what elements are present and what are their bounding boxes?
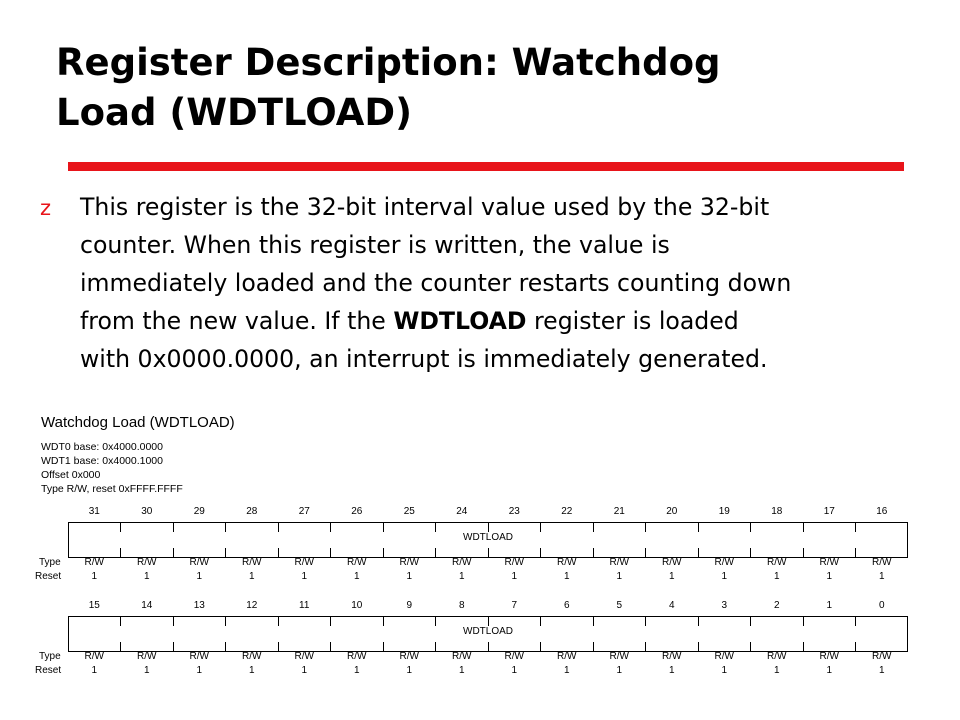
bit-divider (593, 548, 594, 557)
bit-number: 12 (246, 600, 258, 611)
bit-reset: 1 (353, 571, 360, 582)
field-name-label: WDTLOAD (463, 532, 513, 543)
bit-divider (540, 617, 541, 626)
bit-divider (540, 523, 541, 532)
bit-reset: 1 (91, 665, 98, 676)
bit-number: 16 (876, 506, 888, 517)
bit-number: 17 (823, 506, 835, 517)
bit-number: 1 (826, 600, 833, 611)
bit-divider (593, 523, 594, 532)
bit-type: R/W (189, 651, 209, 662)
bit-type: R/W (819, 651, 839, 662)
bit-reset: 1 (616, 665, 623, 676)
bit-type: R/W (557, 557, 577, 568)
bit-divider (435, 548, 436, 557)
register-title: Watchdog Load (WDTLOAD) (41, 414, 235, 431)
bullet-icon: z (40, 196, 52, 220)
bit-type: R/W (347, 651, 367, 662)
bit-divider (540, 642, 541, 651)
bit-number: 6 (563, 600, 570, 611)
register-meta-type-reset: Type R/W, reset 0xFFFF.FFFF (41, 483, 183, 495)
bit-divider (855, 548, 856, 557)
bit-divider (435, 642, 436, 651)
bit-reset: 1 (196, 571, 203, 582)
bit-divider (750, 617, 751, 626)
bit-divider (120, 523, 121, 532)
bullet-line-5: with 0x0000.0000, an interrupt is immediately generated. (80, 345, 768, 373)
bullet-line-4-post: register is loaded (526, 307, 739, 335)
bit-divider (330, 523, 331, 532)
register-name-bold: WDTLOAD (393, 307, 527, 335)
bit-type: R/W (399, 651, 419, 662)
bit-number: 30 (141, 506, 153, 517)
bit-divider (645, 617, 646, 626)
bit-divider (278, 523, 279, 532)
bit-divider (435, 617, 436, 626)
bit-reset: 1 (616, 571, 623, 582)
bit-divider (540, 548, 541, 557)
bit-type: R/W (609, 557, 629, 568)
bit-divider (278, 548, 279, 557)
bit-type: R/W (242, 557, 262, 568)
bit-divider (173, 617, 174, 626)
bit-reset: 1 (773, 665, 780, 676)
bit-divider (593, 642, 594, 651)
bit-number: 22 (561, 506, 573, 517)
bit-reset: 1 (406, 571, 413, 582)
bit-divider (803, 548, 804, 557)
bit-type: R/W (504, 557, 524, 568)
bit-divider (383, 548, 384, 557)
bit-number: 31 (88, 506, 100, 517)
bit-divider (803, 617, 804, 626)
bit-type: R/W (452, 557, 472, 568)
bit-divider (803, 642, 804, 651)
bit-reset: 1 (826, 665, 833, 676)
bit-divider (855, 642, 856, 651)
bit-reset: 1 (511, 571, 518, 582)
field-name-label: WDTLOAD (463, 626, 513, 637)
bit-number: 28 (246, 506, 258, 517)
type-row-label: Type (39, 557, 61, 568)
bit-type: R/W (137, 651, 157, 662)
bit-divider (120, 548, 121, 557)
bit-reset: 1 (563, 665, 570, 676)
bit-divider (278, 617, 279, 626)
bit-number: 0 (878, 600, 885, 611)
register-field-box (68, 522, 908, 558)
bit-divider (225, 548, 226, 557)
bit-reset: 1 (91, 571, 98, 582)
bit-type: R/W (714, 557, 734, 568)
bit-divider (225, 617, 226, 626)
bit-reset: 1 (143, 665, 150, 676)
bit-reset: 1 (458, 665, 465, 676)
bit-number: 24 (456, 506, 468, 517)
bit-divider (855, 617, 856, 626)
bit-number: 21 (613, 506, 625, 517)
bit-divider (383, 617, 384, 626)
bit-type: R/W (872, 651, 892, 662)
bit-divider (225, 642, 226, 651)
bit-type: R/W (399, 557, 419, 568)
bit-number: 23 (508, 506, 520, 517)
bit-divider (803, 523, 804, 532)
bit-divider (855, 523, 856, 532)
bit-divider (488, 617, 489, 626)
bit-reset: 1 (301, 571, 308, 582)
bit-divider (750, 548, 751, 557)
slide-title-line-2: Load (WDTLOAD) (56, 91, 412, 134)
bit-divider (173, 548, 174, 557)
bit-divider (383, 642, 384, 651)
bit-number: 8 (458, 600, 465, 611)
bit-divider (330, 642, 331, 651)
bit-number: 13 (193, 600, 205, 611)
bit-number: 25 (403, 506, 415, 517)
bit-number: 29 (193, 506, 205, 517)
bit-number: 18 (771, 506, 783, 517)
bit-divider (330, 548, 331, 557)
bit-type: R/W (347, 557, 367, 568)
bit-number: 4 (668, 600, 675, 611)
bullet-line-3: immediately loaded and the counter restarts counting down (80, 269, 792, 297)
bit-reset: 1 (773, 571, 780, 582)
bit-number: 27 (298, 506, 310, 517)
bit-type: R/W (662, 651, 682, 662)
bit-type: R/W (504, 651, 524, 662)
bit-number: 20 (666, 506, 678, 517)
bit-divider (488, 523, 489, 532)
bit-type: R/W (609, 651, 629, 662)
bit-reset: 1 (826, 571, 833, 582)
register-meta-wdt1-base: WDT1 base: 0x4000.1000 (41, 455, 163, 467)
bit-divider (698, 642, 699, 651)
bit-divider (645, 642, 646, 651)
bit-number: 19 (718, 506, 730, 517)
bullet-line-2: counter. When this register is written, the value is (80, 231, 670, 259)
bit-divider (488, 642, 489, 651)
bit-divider (698, 523, 699, 532)
bit-number: 26 (351, 506, 363, 517)
bit-reset: 1 (353, 665, 360, 676)
bit-reset: 1 (248, 571, 255, 582)
bit-divider (435, 523, 436, 532)
bit-divider (645, 548, 646, 557)
bit-number: 2 (773, 600, 780, 611)
type-row-label: Type (39, 651, 61, 662)
register-meta-wdt0-base: WDT0 base: 0x4000.0000 (41, 441, 163, 453)
reset-row-label: Reset (35, 665, 62, 676)
bullet-line-1: This register is the 32-bit interval value used by the 32-bit (80, 193, 770, 221)
bit-reset: 1 (878, 571, 885, 582)
bit-divider (278, 642, 279, 651)
bit-number: 15 (88, 600, 100, 611)
bit-reset: 1 (668, 571, 675, 582)
bit-divider (698, 548, 699, 557)
bit-type: R/W (189, 557, 209, 568)
bit-number: 5 (616, 600, 623, 611)
bit-number: 10 (351, 600, 363, 611)
bit-divider (593, 617, 594, 626)
bit-divider (750, 642, 751, 651)
bit-divider (173, 523, 174, 532)
bit-reset: 1 (301, 665, 308, 676)
register-meta-offset: Offset 0x000 (41, 469, 101, 481)
bit-reset: 1 (721, 571, 728, 582)
bit-type: R/W (767, 651, 787, 662)
bit-reset: 1 (196, 665, 203, 676)
bit-reset: 1 (511, 665, 518, 676)
bit-number: 7 (511, 600, 518, 611)
bit-type: R/W (242, 651, 262, 662)
bit-reset: 1 (406, 665, 413, 676)
bit-reset: 1 (143, 571, 150, 582)
bit-divider (120, 642, 121, 651)
bit-divider (383, 523, 384, 532)
bit-divider (173, 642, 174, 651)
bit-reset: 1 (458, 571, 465, 582)
bit-divider (698, 617, 699, 626)
bit-type: R/W (84, 557, 104, 568)
bit-divider (645, 523, 646, 532)
bit-number: 11 (299, 600, 310, 611)
bit-type: R/W (294, 651, 314, 662)
bit-reset: 1 (563, 571, 570, 582)
bit-type: R/W (294, 557, 314, 568)
bit-divider (225, 523, 226, 532)
bit-type: R/W (84, 651, 104, 662)
bit-divider (330, 617, 331, 626)
slide-title-line-1: Register Description: Watchdog (56, 41, 721, 84)
bit-type: R/W (819, 557, 839, 568)
reset-row-label: Reset (35, 571, 62, 582)
bit-type: R/W (662, 557, 682, 568)
bit-type: R/W (452, 651, 472, 662)
bit-reset: 1 (668, 665, 675, 676)
register-field-box (68, 616, 908, 652)
bit-reset: 1 (721, 665, 728, 676)
bit-divider (750, 523, 751, 532)
bit-number: 3 (721, 600, 728, 611)
bit-reset: 1 (248, 665, 255, 676)
bit-type: R/W (714, 651, 734, 662)
bit-divider (488, 548, 489, 557)
bit-divider (120, 617, 121, 626)
bullet-line-4-pre: from the new value. If the (80, 307, 394, 335)
bit-type: R/W (767, 557, 787, 568)
bit-reset: 1 (878, 665, 885, 676)
bit-number: 9 (406, 600, 413, 611)
bit-type: R/W (872, 557, 892, 568)
bit-type: R/W (137, 557, 157, 568)
bit-type: R/W (557, 651, 577, 662)
bit-number: 14 (141, 600, 153, 611)
